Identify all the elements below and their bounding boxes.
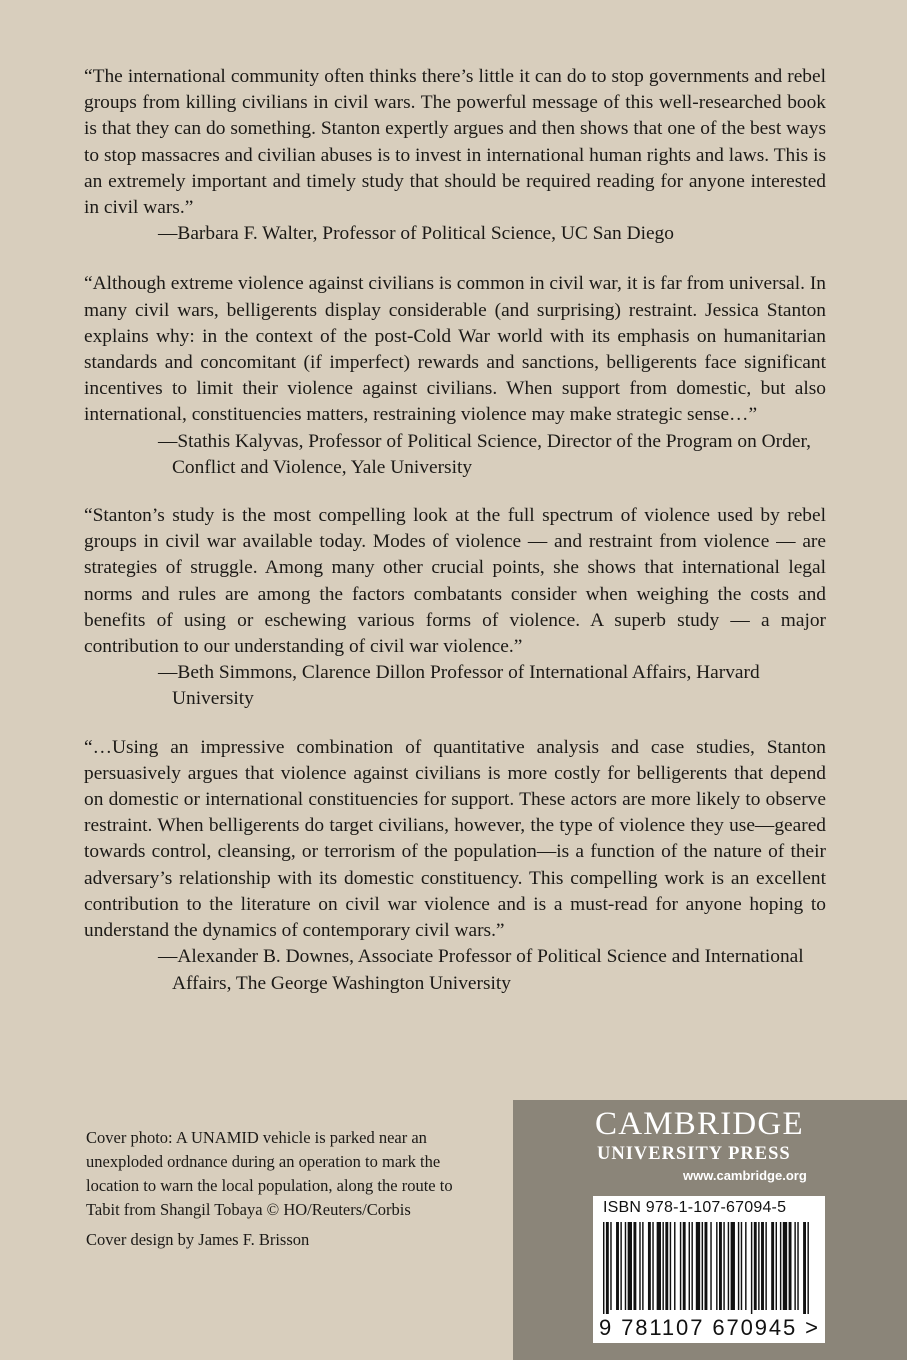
blurb-attribution: —Alexander B. Downes, Associate Professor of Political Science and International Affairs, The George Washington University	[158, 946, 804, 994]
publisher-url: www.cambridge.org	[683, 1168, 807, 1183]
barcode-stripe	[606, 1222, 609, 1314]
barcode-stripe	[789, 1222, 792, 1310]
barcode-stripe	[639, 1222, 640, 1310]
barcode-stripe	[754, 1222, 757, 1310]
barcode-stripe	[738, 1222, 739, 1310]
blurb-attribution: —Beth Simmons, Clarence Dillon Professor of International Affairs, Harvard University	[158, 662, 760, 710]
barcode-stripe	[680, 1222, 681, 1310]
barcode-stripe	[662, 1222, 663, 1310]
publisher-name: CAMBRIDGE	[595, 1106, 804, 1142]
barcode-stripe	[620, 1222, 621, 1310]
blurb-quote: “Stanton’s study is the most compelling look at the full spectrum of violence used by rebel groups in civil war available today. Modes of violence — and restraint from violence — are strategies of struggle. Among many other crucial points, she shows that international legal norms and rules are among the factors combatants consider when weighing the costs and benefits of using or eschewing various forms of violence. A superb study — a major contribution to our understanding of civil war violence.”	[84, 505, 826, 658]
barcode-stripe	[665, 1222, 668, 1310]
barcode-stripe	[625, 1222, 626, 1310]
barcode-stripe	[761, 1222, 764, 1310]
barcode-stripe	[633, 1222, 636, 1310]
barcode-stripe	[771, 1222, 774, 1310]
publisher-press: UNIVERSITY PRESS	[597, 1144, 791, 1164]
barcode-stripe	[628, 1222, 632, 1310]
barcode-stripe	[803, 1222, 806, 1314]
barcode-stripe	[728, 1222, 729, 1310]
barcode-stripe	[758, 1222, 759, 1310]
barcode-stripe	[723, 1222, 724, 1310]
barcode-stripe	[776, 1222, 777, 1310]
barcode-stripe	[807, 1222, 808, 1314]
barcode-stripe	[705, 1222, 708, 1310]
barcode-stripe	[710, 1222, 711, 1310]
barcode-stripe	[765, 1222, 766, 1310]
barcode-stripe	[674, 1222, 675, 1310]
blurb-attribution: —Barbara F. Walter, Professor of Political Science, UC San Diego	[158, 223, 674, 245]
barcode-stripe	[731, 1222, 735, 1310]
cover-design-credit: Cover design by James F. Brisson	[86, 1230, 310, 1249]
barcode-stripe	[696, 1222, 700, 1310]
barcode-stripe	[610, 1222, 611, 1310]
barcode-stripe	[783, 1222, 787, 1310]
barcode-stripe	[616, 1222, 619, 1310]
barcode-stripe	[780, 1222, 781, 1310]
cover-credits	[86, 1126, 486, 1252]
barcode-stripe	[719, 1222, 722, 1310]
barcode-stripe	[794, 1222, 795, 1310]
barcode-stripe	[689, 1222, 690, 1310]
barcode-stripe	[716, 1222, 717, 1310]
barcode-stripe	[745, 1222, 746, 1310]
blurb-quote: “The international community often thinks there’s little it can do to stop governments and rebel groups from killing civilians in civil wars. The powerful message of this well-researched book is that they can do something. Stanton expertly argues and then shows that one of the best ways to stop massacres and civilian abuses is to invest in international human rights and laws. This is an extremely important and timely study that should be required reading for anyone interested in civil wars.”	[84, 66, 826, 219]
barcode	[593, 1196, 825, 1343]
barcode-stripe	[751, 1222, 752, 1314]
barcode-stripe	[642, 1222, 643, 1310]
barcode-stripe	[652, 1222, 653, 1310]
isbn-label: ISBN 978-1-107-67094-5	[603, 1199, 787, 1216]
barcode-stripe	[603, 1222, 604, 1314]
barcode-stripe	[691, 1222, 692, 1310]
barcode-stripe	[670, 1222, 671, 1310]
cover-photo-credit: Cover photo: A UNAMID vehicle is parked near an unexploded ordnance during an operation to mark the location to warn the local population, along the route to Tabit from Shangil Tobaya © HO/Reuters/Corbis	[86, 1128, 453, 1219]
back-cover-blurbs	[84, 64, 826, 997]
publisher-panel	[513, 1100, 907, 1360]
barcode-stripe	[741, 1222, 742, 1310]
blurb-attribution: —Stathis Kalyvas, Professor of Political Science, Director of the Program on Order, Conflict and Violence, Yale University	[158, 430, 811, 478]
barcode-stripe	[797, 1222, 798, 1310]
blurb-quote: “…Using an impressive combination of quantitative analysis and case studies, Stanton persuasively argues that violence against civilians is more costly for belligerents that depend on domestic or international constituencies for support. These actors are more likely to observe restraint. When belligerents do target civilians, however, the type of violence they use—geared towards control, cleansing, or terrorism of the population—is a function of the nature of their adversary’s relationship with its domestic constituency. This compelling work is an excellent contribution to the literature on civil war violence and is a must-read for anyone hoping to understand the dynamics of contemporary civil wars.”	[84, 736, 826, 942]
barcode-stripe	[683, 1222, 686, 1310]
barcode-stripe	[657, 1222, 661, 1310]
barcode-stripe	[702, 1222, 703, 1310]
barcode-stripe	[648, 1222, 651, 1310]
barcode-digits: 9 781107 670945 >	[599, 1315, 820, 1340]
barcode-bars	[603, 1222, 815, 1314]
blurb-quote: “Although extreme violence against civilians is common in civil war, it is far from universal. In many civil wars, belligerents display considerable (and surprising) restraint. Jessica Stanton explains why: in the context of the post-Cold War world with its emphasis on humanitarian standards and concomitant (if imperfect) rewards and sanctions, belligerents face significant incentives to limit their violence against civilians. When support from domestic, but also international, constituencies matters, restraining violence may make strategic sense…”	[84, 273, 826, 426]
